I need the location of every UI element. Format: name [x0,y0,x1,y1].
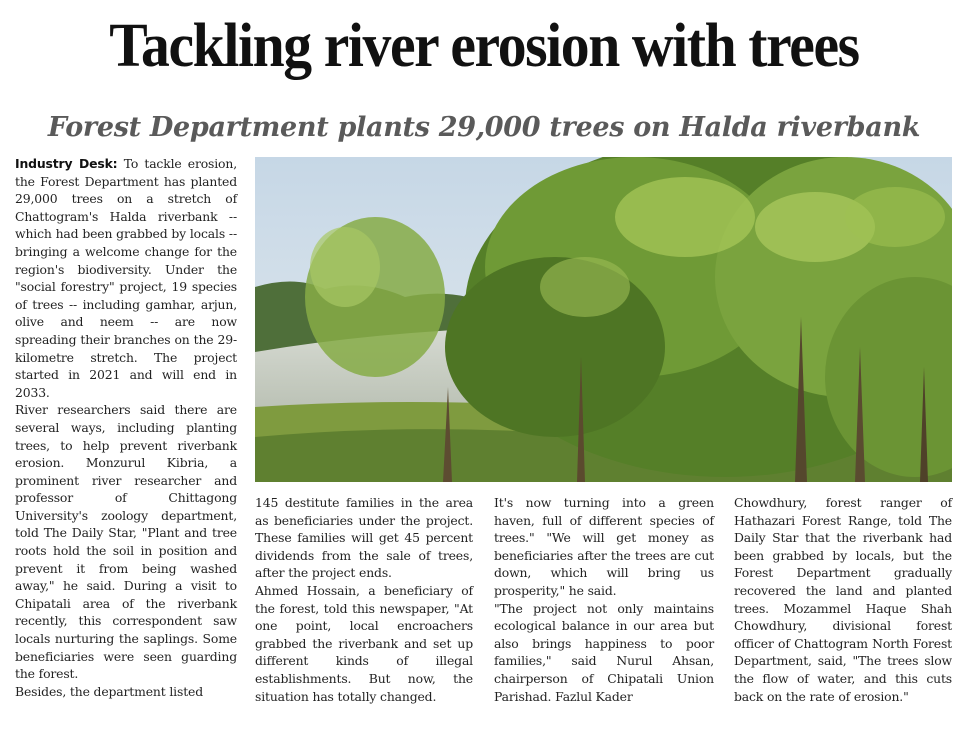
article-column-3 [494,494,714,705]
article-column-1 [15,155,237,700]
paragraph: Besides, the department listed [15,683,203,699]
paragraph: "The project not only maintains ecological balance in our area but also brings happiness to poor families," said Nurul Ahsan, chairperson of Chipatali Union Parishad. Fazlul Kader [494,600,714,704]
paragraph: It's now turning into a green haven, full of different species of trees." "We will get money as beneficiaries after the trees are cut down, which will bring us prosperity," he said. [494,495,714,598]
headline: Tackling river erosion with trees [109,12,859,80]
leaf-highlight [310,227,380,307]
lead-text: To tackle erosion, the Forest Department has planted 29,000 trees on a stretch of Chattogram's Halda riverbank -- which had been grabbed by locals -- bringing a welcome change for the region's biodiversity. Under the "social forestry" project, 19 species of trees -- including gamhar, arjun, olive and neem -- are now spreading their branches on the 29-kilometre stretch. The project started in 2021 and will end in 2033. [15,156,237,400]
leaf-highlight [615,177,755,257]
lead-paragraph [15,155,237,401]
paragraph: Chowdhury, forest ranger of Hathazari Forest Range, told The Daily Star that the riverbank had been grabbed by locals, but the Forest Department gradually recovered the land and planted trees. Mozammel Haque Shah Chowdhury, divisional forest officer of Chattogram North Forest Department, said, "The trees slow the flow of water, and this cuts back on the rate of erosion." [734,495,952,704]
byline-credit: Industry Desk: [15,156,118,171]
subheadline: Forest Department plants 29,000 trees on Halda riverbank [47,112,921,143]
paragraph: 145 destitute families in the area as beneficiaries under the project. These families will get 45 percent dividends from the sale of trees, after the project ends. [255,495,473,581]
leaf-highlight [845,187,945,247]
article-column-2 [255,494,473,705]
article-column-4 [734,494,952,705]
paragraph: Ahmed Hossain, a beneficiary of the forest, told this newspaper, "At one point, local encroachers grabbed the riverbank and set up different kinds of illegal establishments. But now, the situation has totally changed. [255,582,473,704]
photo-illustration [255,157,952,482]
leaf-highlight [540,257,630,317]
riverbank-trees-photo [255,157,952,482]
paragraph: River researchers said there are several ways, including planting trees, to help prevent riverbank erosion. Monzurul Kibria, a prominent river researcher and professor of Chittagong University's zoology department, told The Daily Star, "Plant and tree roots hold the soil in position and prevent it from being washed away," he said. During a visit to Chipatali area of the riverbank recently, this correspondent saw locals nurturing the saplings. Some beneficiaries were seen guarding the forest. [15,402,237,682]
